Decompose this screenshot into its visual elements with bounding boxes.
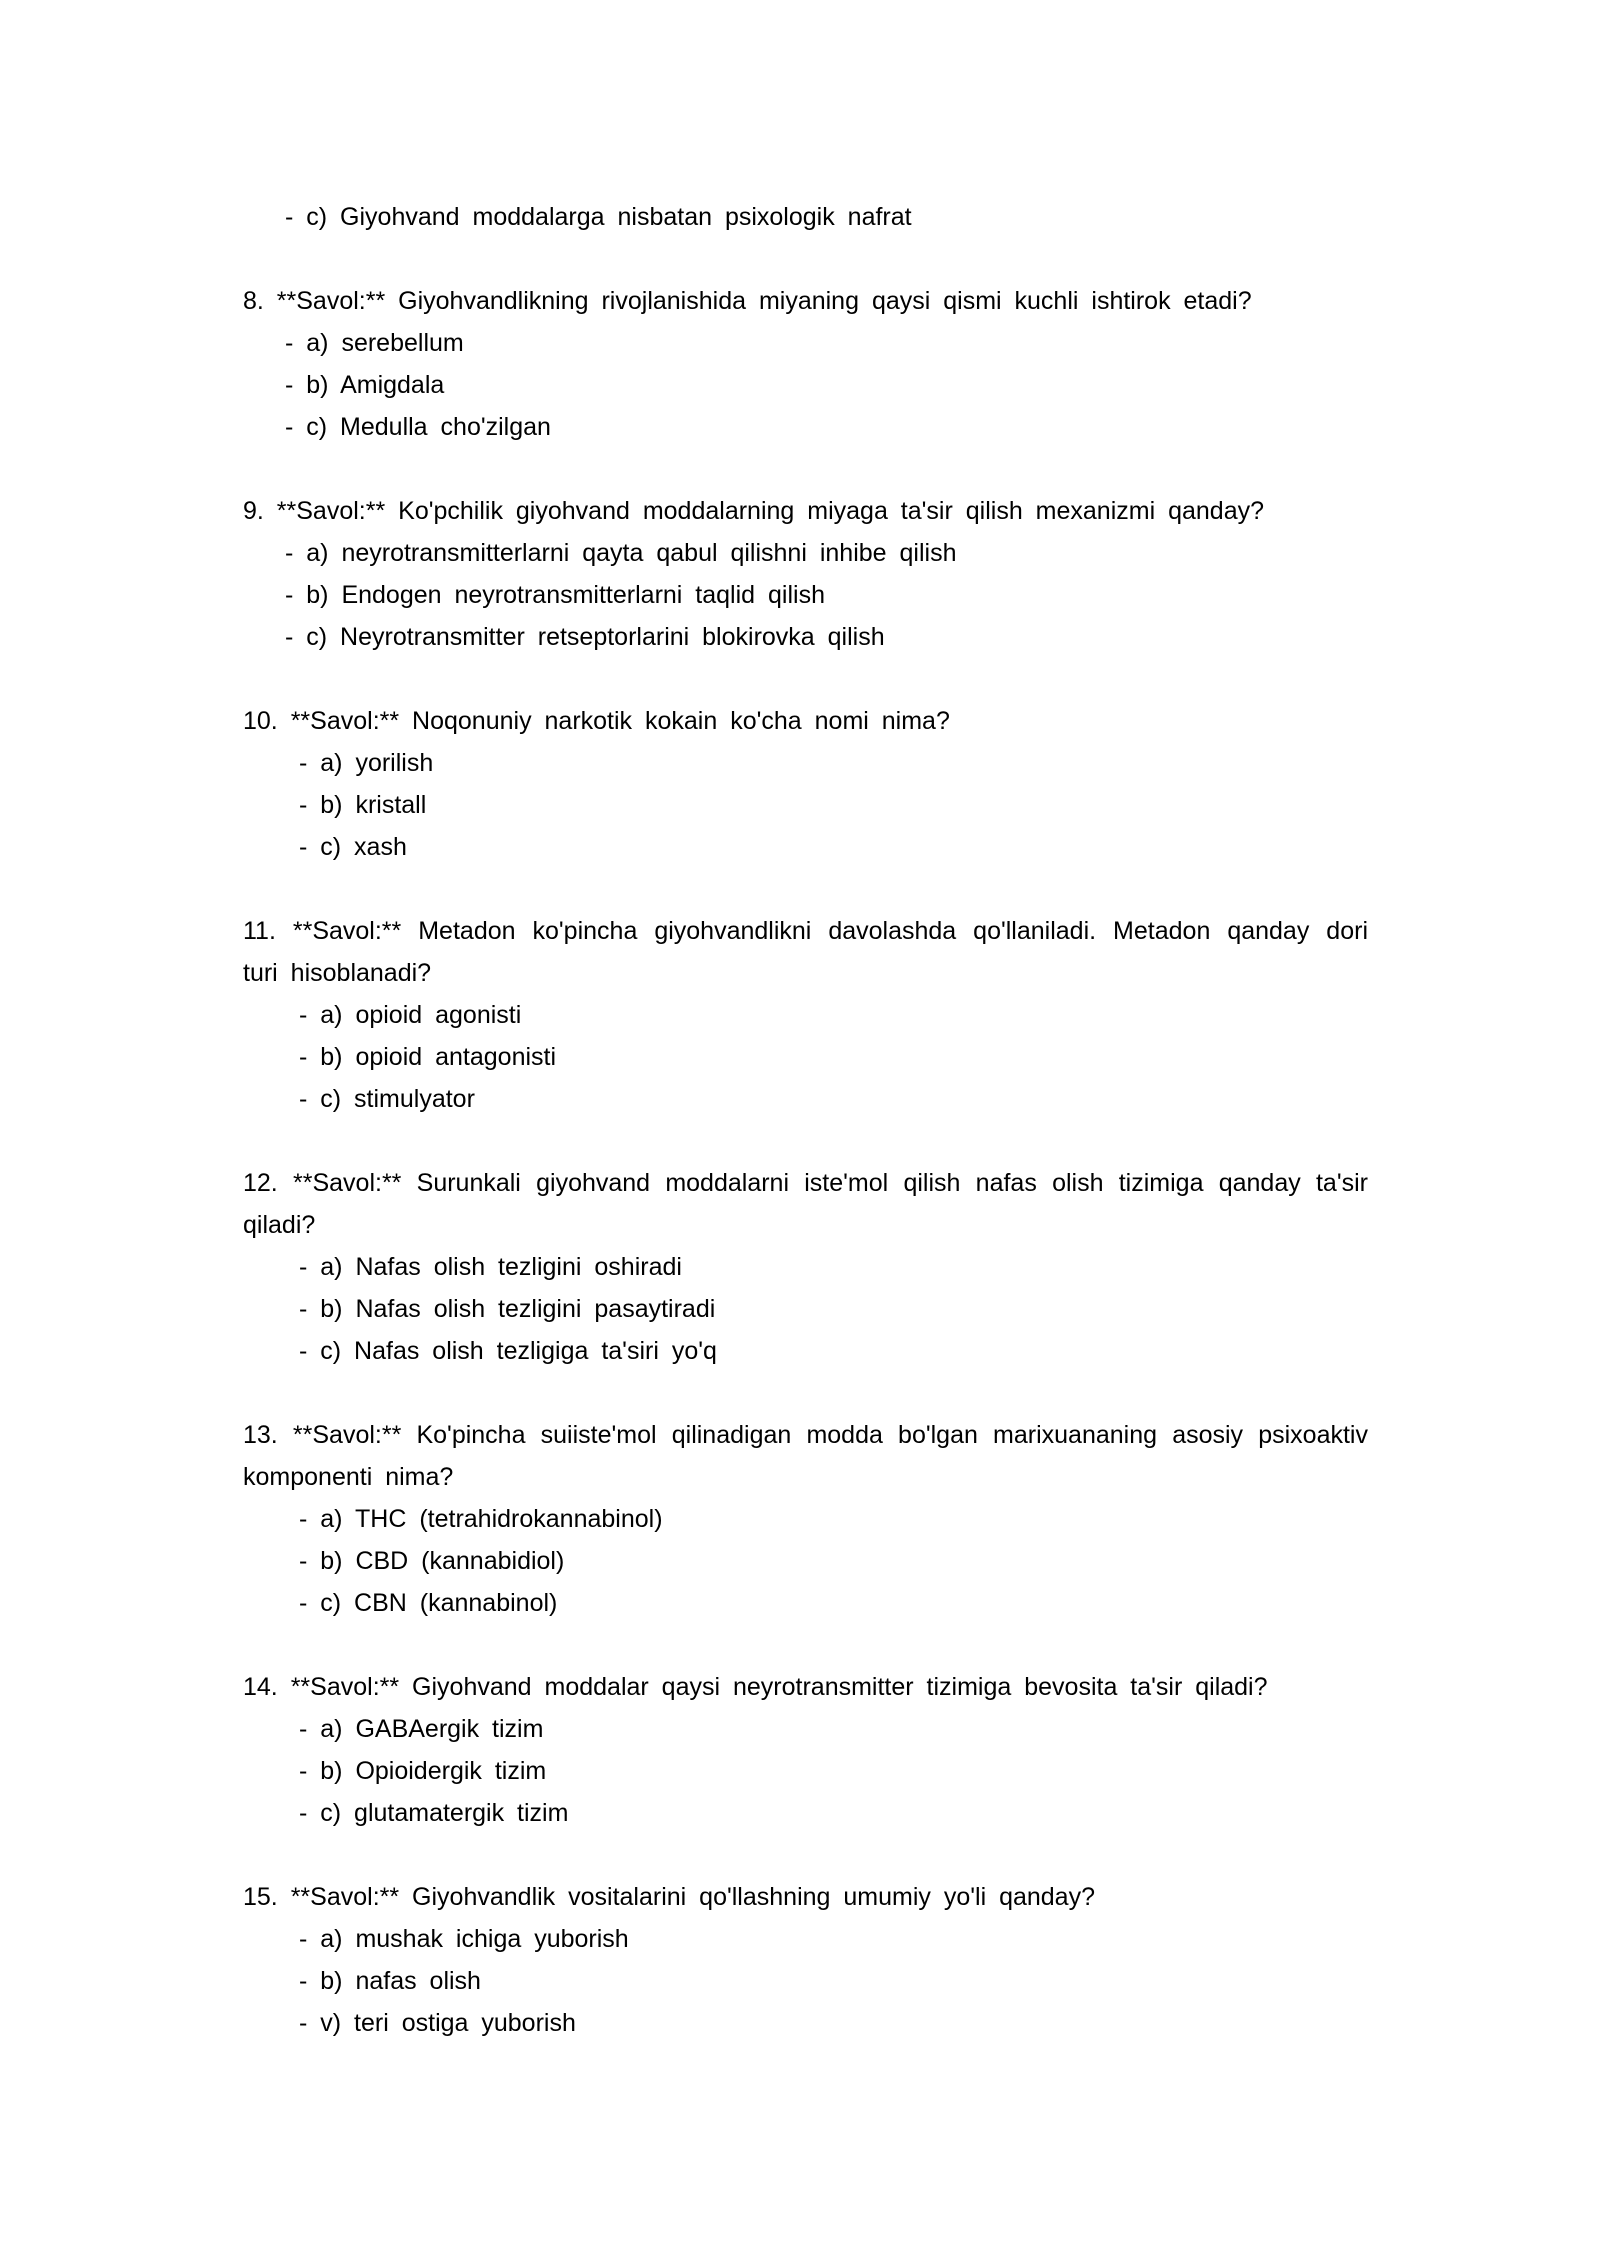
question-text: 10. **Savol:** Noqonuniy narkotik kokain ko'cha nomi nima? (243, 707, 950, 735)
document-content (243, 196, 1368, 2044)
answer-option: - a) opioid agonisti (299, 1001, 522, 1029)
answer-option: - b) kristall (299, 791, 427, 819)
question-block (243, 280, 1368, 448)
question-text: 15. **Savol:** Giyohvandlik vositalarini qo'llashning umumiy yo'li qanday? (243, 1883, 1095, 1911)
question-text: 14. **Savol:** Giyohvand moddalar qaysi neyrotransmitter tizimiga bevosita ta'sir qiladi? (243, 1673, 1268, 1701)
question-text: 13. **Savol:** Ko'pincha suiiste'mol qilinadigan modda bo'lgan marixuananing asosiy psixoaktiv komponenti nima? (243, 1421, 1368, 1491)
answer-option: - c) stimulyator (299, 1085, 475, 1113)
question-block (243, 1414, 1368, 1624)
answer-option: - c) Nafas olish tezligiga ta'siri yo'q (299, 1337, 717, 1365)
answer-option: - b) opioid antagonisti (299, 1043, 557, 1071)
answer-option: - b) Opioidergik tizim (299, 1757, 547, 1785)
question-block (243, 700, 1368, 868)
question-block (243, 1666, 1368, 1834)
question-text: 11. **Savol:** Metadon ko'pincha giyohvandlikni davolashda qo'llaniladi. Metadon qanday dori turi hisoblanadi? (243, 917, 1368, 987)
carry-over-option: - c) Giyohvand moddalarga nisbatan psixologik nafrat (285, 203, 912, 231)
answer-option: - a) yorilish (299, 749, 434, 777)
answer-option: - c) CBN (kannabinol) (299, 1589, 558, 1617)
answer-option: - b) Amigdala (285, 371, 445, 399)
answer-option: - a) serebellum (285, 329, 464, 357)
question-block (243, 1876, 1368, 2044)
answer-option: - c) xash (299, 833, 407, 861)
answer-option: - b) CBD (kannabidiol) (299, 1547, 565, 1575)
answer-option: - a) mushak ichiga yuborish (299, 1925, 629, 1953)
question-text: 8. **Savol:** Giyohvandlikning rivojlanishida miyaning qaysi qismi kuchli ishtirok etadi? (243, 287, 1252, 315)
question-block (243, 490, 1368, 658)
answer-option: - b) Nafas olish tezligini pasaytiradi (299, 1295, 716, 1323)
answer-option: - b) Endogen neyrotransmitterlarni taqlid qilish (285, 581, 825, 609)
question-block (243, 910, 1368, 1120)
question-block (243, 1162, 1368, 1372)
question-text: 9. **Savol:** Ko'pchilik giyohvand moddalarning miyaga ta'sir qilish mexanizmi qanday? (243, 497, 1265, 525)
answer-option: - a) Nafas olish tezligini oshiradi (299, 1253, 682, 1281)
answer-option: - a) GABAergik tizim (299, 1715, 544, 1743)
answer-option: - a) neyrotransmitterlarni qayta qabul qilishni inhibe qilish (285, 539, 957, 567)
question-text: 12. **Savol:** Surunkali giyohvand moddalarni iste'mol qilish nafas olish tizimiga qanday ta'sir qiladi? (243, 1169, 1368, 1239)
answer-option: - c) Medulla cho'zilgan (285, 413, 551, 441)
answer-option: - c) glutamatergik tizim (299, 1799, 569, 1827)
answer-option: - a) THC (tetrahidrokannabinol) (299, 1505, 663, 1533)
answer-option: - b) nafas olish (299, 1967, 481, 1995)
answer-option: - c) Neyrotransmitter retseptorlarini blokirovka qilish (285, 623, 885, 651)
answer-option: - v) teri ostiga yuborish (299, 2009, 576, 2037)
